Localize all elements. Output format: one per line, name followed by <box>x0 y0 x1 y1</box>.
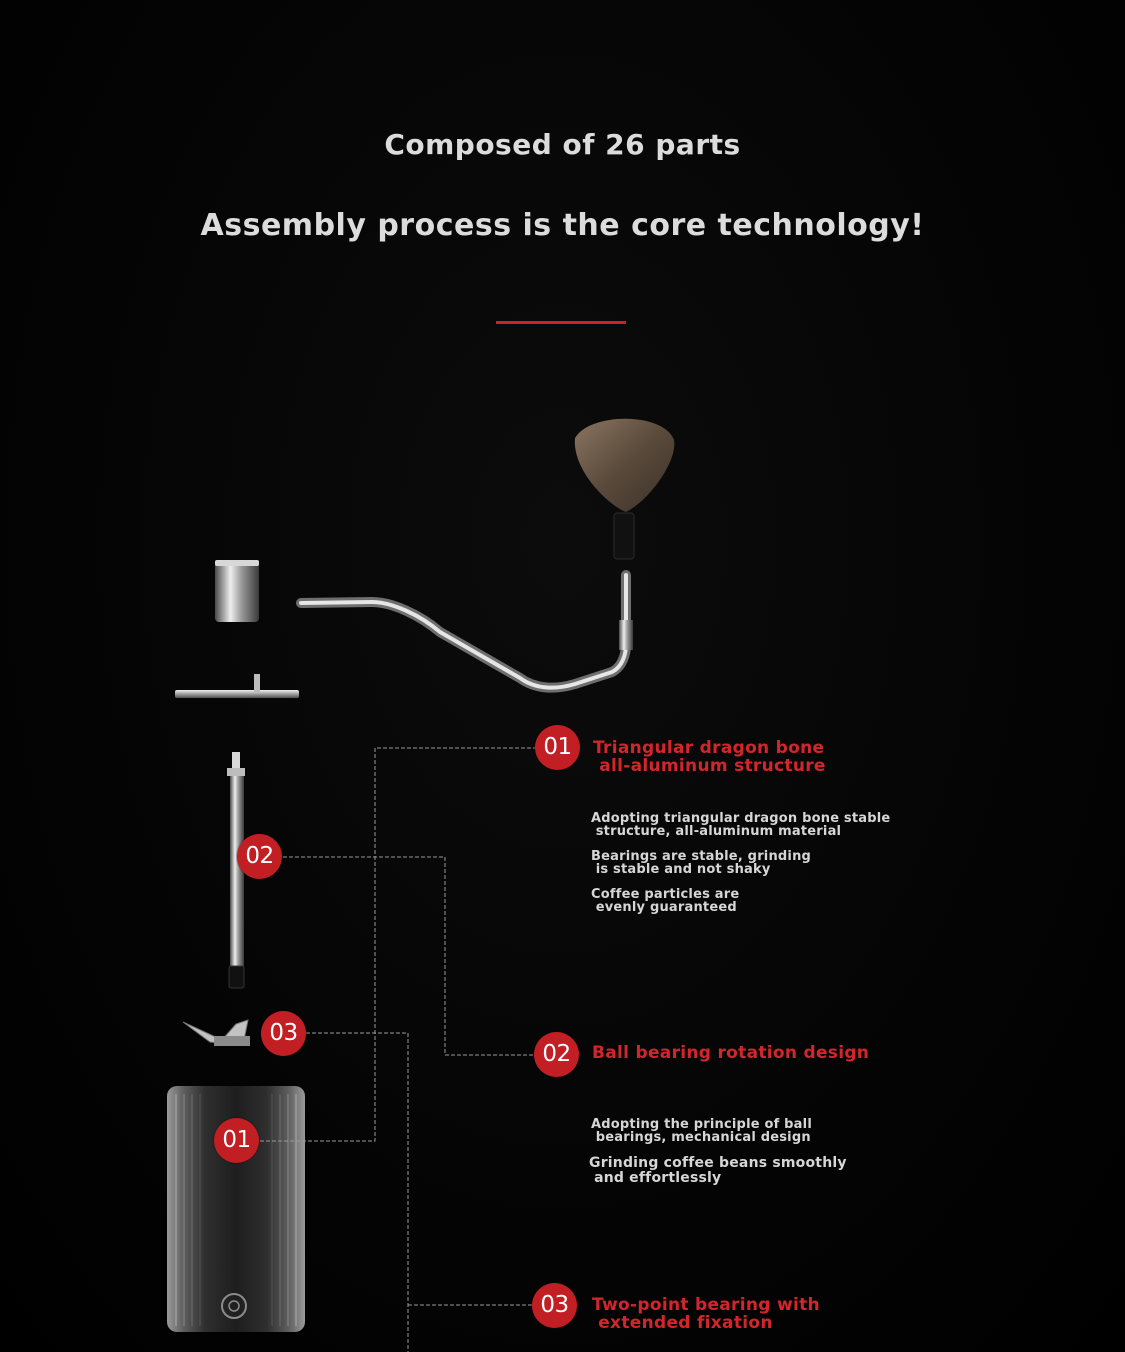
feature-03-title: Two-point bearing with extended fixation <box>592 1295 820 1333</box>
headline-parts-count: Composed of 26 parts <box>384 128 741 161</box>
feature-01-title: Triangular dragon bone all-aluminum structure <box>593 738 826 776</box>
feature-02-title: Ball bearing rotation design <box>592 1043 870 1063</box>
feature-03-badge: 03 <box>532 1283 577 1328</box>
badge-burr-03: 03 <box>261 1011 306 1056</box>
headline-assembly: Assembly process is the core technology! <box>200 208 925 243</box>
feature-01-badge: 01 <box>535 725 580 770</box>
feature-01-desc-1: Adopting triangular dragon bone stable structure, all-aluminum material <box>591 811 891 839</box>
feature-02-desc-1: Adopting the principle of ball bearings, mechanical design <box>591 1117 812 1145</box>
feature-02-desc-2: Grinding coffee beans smoothly and effortlessly <box>589 1155 847 1186</box>
feature-01-desc-3: Coffee particles are evenly guaranteed <box>591 887 740 915</box>
lid-plate-icon <box>175 674 299 698</box>
crank-handle-icon <box>301 575 633 688</box>
catch-nut-icon <box>215 560 259 622</box>
wooden-knob-icon <box>575 419 675 559</box>
feature-01-desc-2: Bearings are stable, grinding is stable and not shaky <box>591 849 812 877</box>
badge-body-01: 01 <box>214 1118 259 1163</box>
burr-adjuster-icon <box>183 1020 250 1046</box>
feature-02-badge: 02 <box>534 1032 579 1077</box>
badge-rod-02: 02 <box>237 834 282 879</box>
